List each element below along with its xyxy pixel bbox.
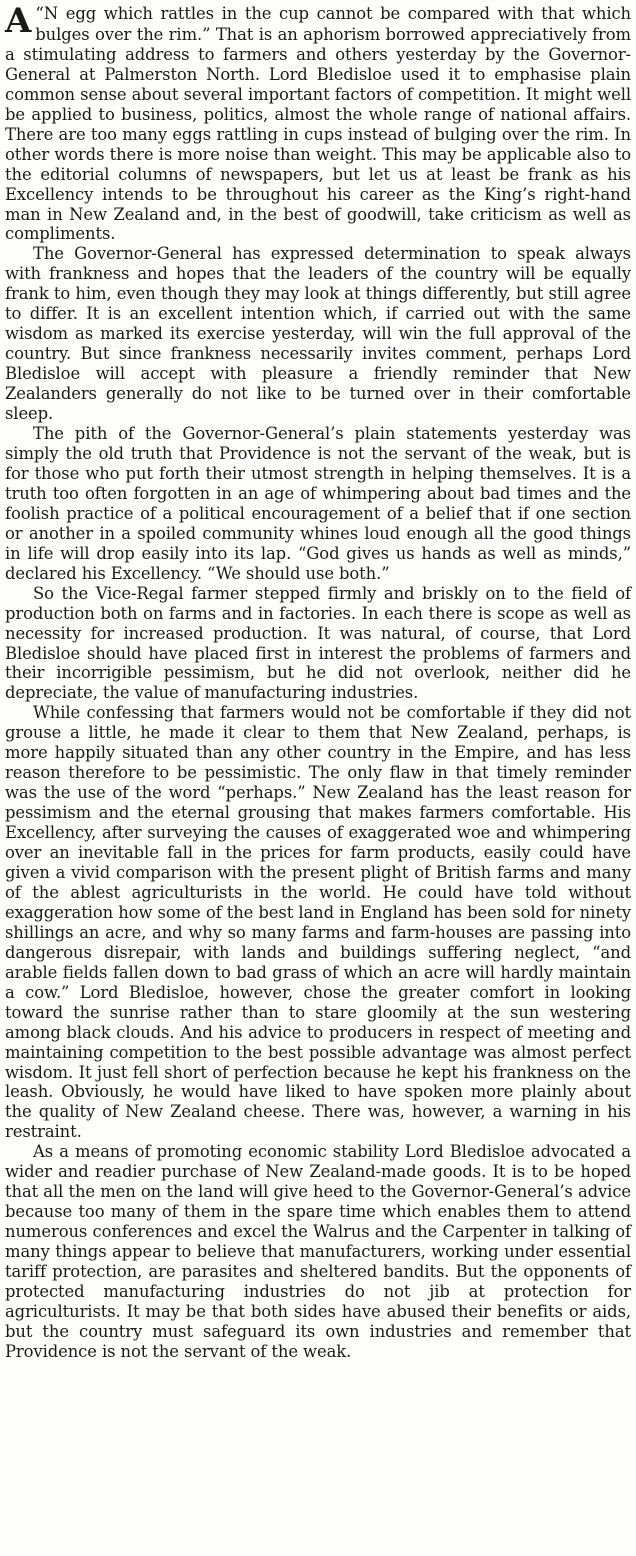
paragraph-text: egg which rattles in the cup cannot be compared with that which bulges over the rim.” That is an aphorism borrowed appreciatively from a stimulating address to farmers and others yesterday by the Governor-General at Palmerston North. Lord Bledisloe used it to emphasise plain common sense about several important factors of competition. It might well be applied to business, politics, almost the whole range of national affairs. There are too many eggs rattling in cups instead of bulging over the rim. In other words there is more noise than weight. This may be applicable also to the editorial columns of newspapers, but let us at least be frank as his Excellency intends to be throughout his career as the King’s right-hand man in New Zealand and, in the best of goodwill, take criticism as well as compliments. (5, 4, 631, 244)
article-paragraph-2: The Governor-General has expressed determination to speak always with frankness and hopes that the leaders of the country will be equally frank to him, even though they may look at things differently, but still agree to differ. It is an excellent intention which, if carried out with the same wisdom as marked its exercise yesterday, will win the full approval of the country. But since frankness necessarily invites comment, perhaps Lord Bledisloe will accept with pleasure a friendly reminder that New Zealanders generally do not like to be turned over in their comfortable sleep. (5, 244, 631, 424)
article-paragraph-6: As a means of promoting economic stability Lord Bledisloe advocated a wider and readier purchase of New Zealand-made goods. It is to be hoped that all the men on the land will give heed to the Governor-General’s advice because too many of them in the spare time which enables them to attend numerous conferences and excel the Walrus and the Carpenter in talking of many things appear to believe that manufacturers, working under essential tariff protection, are parasites and sheltered bandits. But the opponents of protected manufacturing industries do not jib at protection for agriculturists. It may be that both sides have abused their benefits or aids, but the country must safeguard its own industries and remember that Providence is not the servant of the weak. (5, 1142, 631, 1361)
article-paragraph-3: The pith of the Governor-General’s plain statements yesterday was simply the old truth that Providence is not the servant of the weak, but is for those who put forth their utmost strength in helping themselves. It is a truth too often forgotten in an age of whimpering about bad times and the foolish practice of a political encouragement of a belief that if one section or another in a spoiled community whines loud enough all the good things in life will drop easily into its lap. “God gives us hands as well as minds,” declared his Excellency. “We should use both.” (5, 424, 631, 583)
drop-cap-letter: A (5, 1, 32, 41)
article-paragraph-1 (5, 1, 631, 244)
article-paragraph-5: While confessing that farmers would not be comfortable if they did not grouse a little, he made it clear to them that New Zealand, perhaps, is more happily situated than any other country in the Empire, and has less reason therefore to be pessimistic. The only flaw in that timely reminder was the use of the word “perhaps.” New Zealand has the least reason for pessimism and the eternal grousing that makes farmers comfortable. His Excellency, after surveying the causes of exaggerated woe and whimpering over an inevitable fall in the prices for farm products, easily could have given a vivid comparison with the present plight of British farms and many of the ablest agriculturists in the world. He could have told without exaggeration how some of the best land in England has been sold for ninety shillings an acre, and why so many farms and farm-houses are passing into dangerous disrepair, with lands and buildings suffering neglect, “and arable fields fallen down to bad grass of which an acre will hardly maintain a cow.” Lord Bledisloe, however, chose the greater comfort in looking toward the sunrise rather than to stare gloomily at the sun westering among black clouds. And his advice to producers in respect of meeting and maintaining competition to the best possible advantage was almost perfect wisdom. It just fell short of perfection because he kept his frankness on the leash. Obviously, he would have liked to have spoken more plainly about the quality of New Zealand cheese. There was, however, a warning in his restraint. (5, 703, 631, 1142)
article-paragraph-4: So the Vice-Regal farmer stepped firmly and briskly on to the field of production both on farms and in factories. In each there is scope as well as necessity for increased production. It was natural, of course, that Lord Bledisloe should have placed first in interest the problems of farmers and their incorrigible pessimism, but he did not overlook, neither did he depreciate, the value of manufacturing industries. (5, 583, 631, 703)
opening-quote-mark: “ (35, 4, 44, 24)
first-word-rest: N (43, 4, 59, 23)
